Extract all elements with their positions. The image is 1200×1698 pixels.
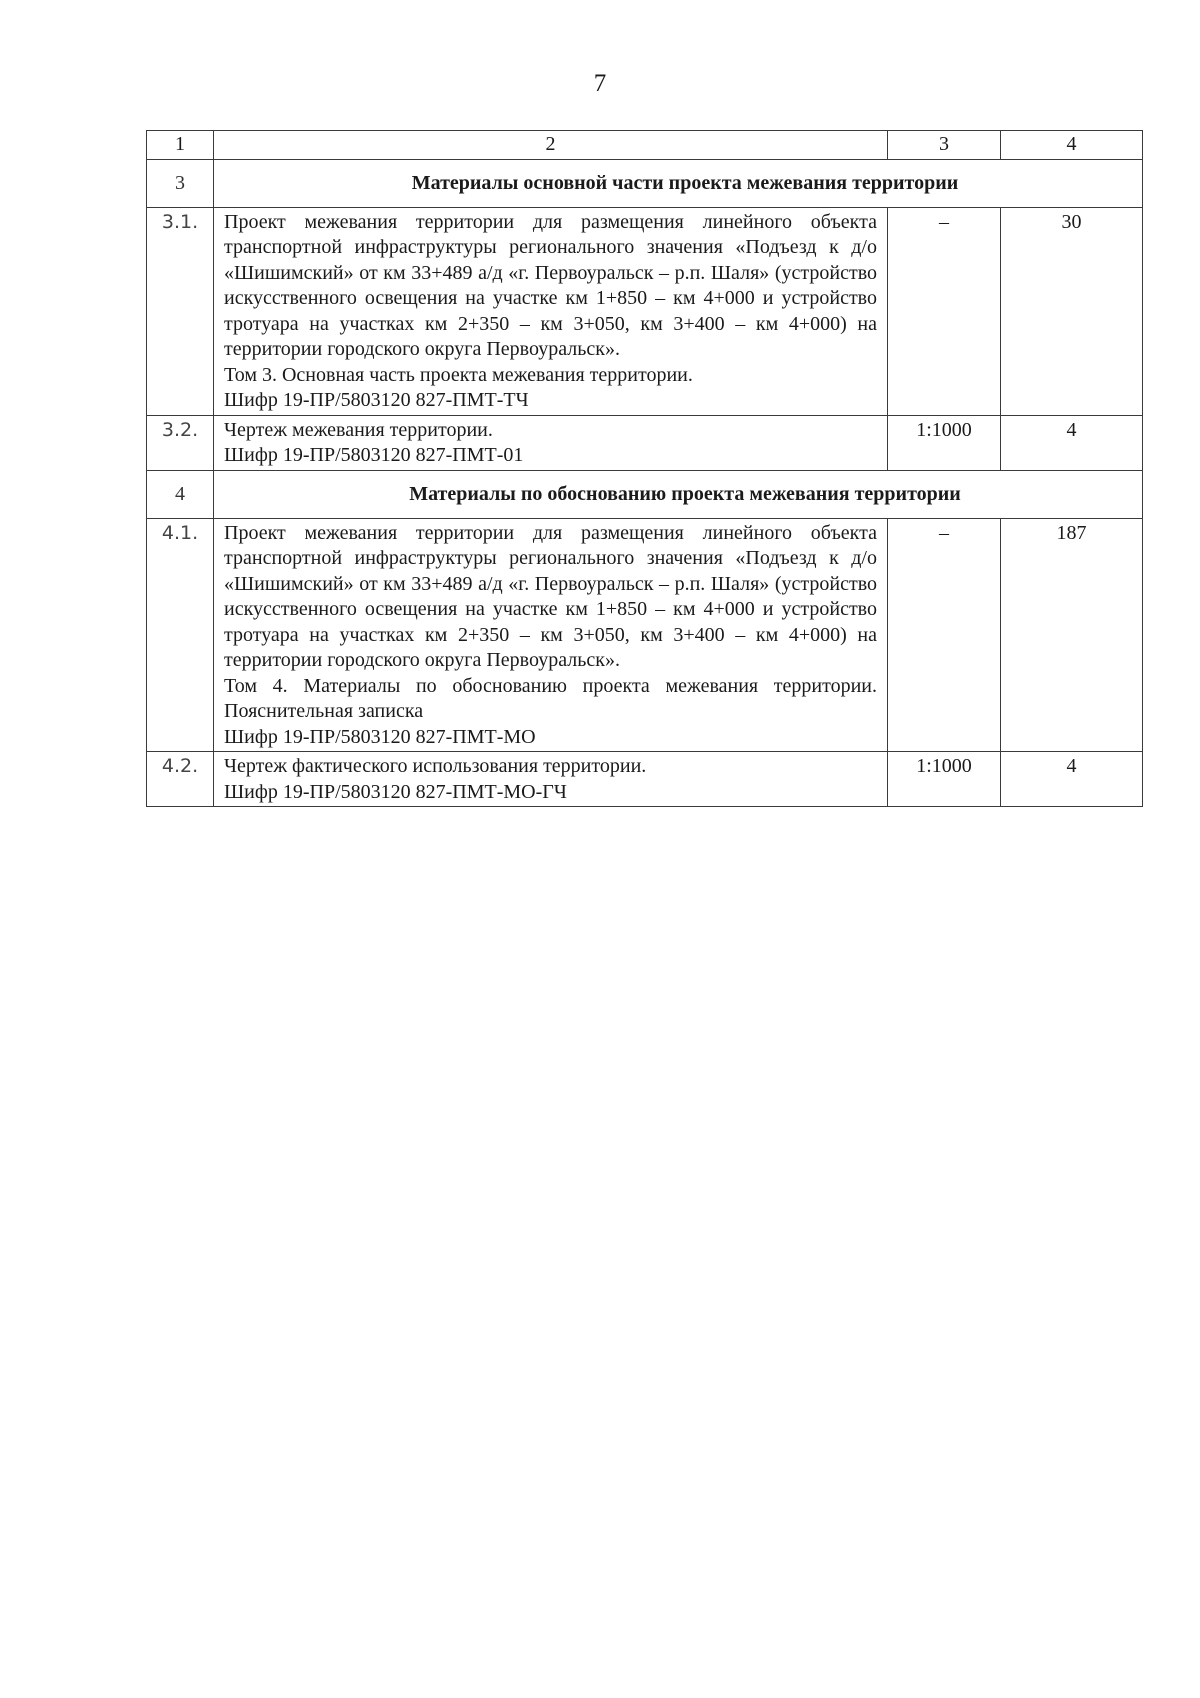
description-text: Проект межевания территории для размещения линейного объекта транспортной инфраструктуры регионального значения «Подъезд к д/о «Шишимский» от км 33+489 а/д «г. Первоуральск – р.п. Шаля» (устройство искусственного освещения на участке км 1+850 – км 4+000 и устройство тротуара на участках км 2+350 – км 3+050, км 3+400 – км 4+000) на территории городского округа Первоуральск».: [224, 210, 877, 360]
description-text: Проект межевания территории для размещения линейного объекта транспортной инфраструктуры регионального значения «Подъезд к д/о «Шишимский» от км 33+489 а/д «г. Первоуральск – р.п. Шаля» (устройство искусственного освещения на участке км 1+850 – км 4+000 и устройство тротуара на участках км 2+350 – км 3+050, км 3+400 – км 4+000) на территории городского округа Первоуральск».: [224, 521, 877, 671]
volume-text: Чертеж межевания территории.: [224, 418, 493, 441]
cipher-text: Шифр 19-ПР/5803120 827-ПМТ-МО: [224, 725, 536, 748]
row-scale: –: [888, 207, 1001, 415]
row-description: [214, 752, 888, 807]
section-row: [147, 159, 1143, 207]
volume-text: Том 4. Материалы по обоснованию проекта межевания территории. Пояснительная записка: [224, 674, 877, 722]
section-number: 4: [147, 470, 214, 518]
table-row: [147, 752, 1143, 807]
table-row: [147, 415, 1143, 470]
page-number: 7: [593, 70, 607, 97]
row-number: 3.1.: [147, 207, 214, 415]
header-cell-4: 4: [1001, 131, 1143, 160]
cipher-text: Шифр 19-ПР/5803120 827-ПМТ-МО-ГЧ: [224, 780, 567, 803]
row-scale: 1:1000: [888, 752, 1001, 807]
documents-table: [146, 130, 1143, 807]
cipher-text: Шифр 19-ПР/5803120 827-ПМТ-ТЧ: [224, 389, 529, 411]
table-row: [147, 207, 1143, 415]
table-row: [147, 518, 1143, 752]
cipher-text: Шифр 19-ПР/5803120 827-ПМТ-01: [224, 444, 524, 466]
row-number: 4.1.: [147, 518, 214, 752]
table-header-row: [147, 131, 1143, 160]
row-description: [214, 207, 888, 415]
section-title: Материалы по обоснованию проекта межевания территории: [214, 470, 1143, 518]
section-row: [147, 470, 1143, 518]
header-cell-1: 1: [147, 131, 214, 160]
section-title: Материалы основной части проекта межевания территории: [214, 159, 1143, 207]
row-sheets: 30: [1001, 207, 1143, 415]
header-cell-2: 2: [214, 131, 888, 160]
row-number: 3.2.: [147, 415, 214, 470]
volume-text: Чертеж фактического использования территории.: [224, 755, 647, 777]
volume-text: Том 3. Основная часть проекта межевания территории.: [224, 363, 693, 386]
row-sheets: 187: [1001, 518, 1143, 752]
row-sheets: 4: [1001, 415, 1143, 470]
row-number: 4.2.: [147, 752, 214, 807]
section-number: 3: [147, 159, 214, 207]
row-sheets: 4: [1001, 752, 1143, 807]
row-scale: 1:1000: [888, 415, 1001, 470]
row-scale: –: [888, 518, 1001, 752]
row-description: [214, 518, 888, 752]
header-cell-3: 3: [888, 131, 1001, 160]
row-description: [214, 415, 888, 470]
